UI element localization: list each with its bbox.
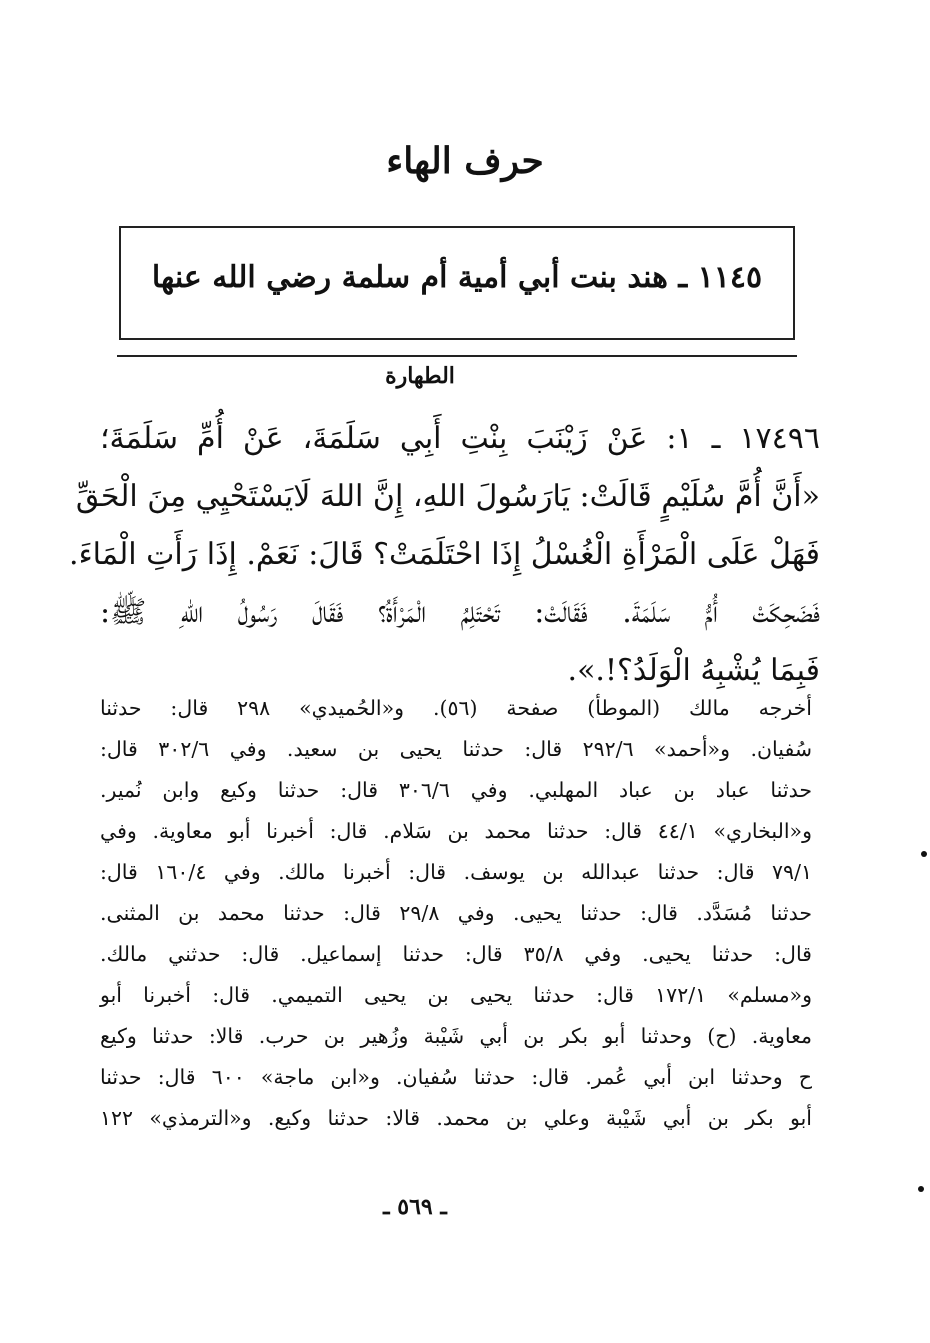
takhrij-line: معاوية. (ح) وحدثنا أبو بكر بن أبي شَيْبة وزُهير بن حرب. قالا: حدثنا وكيع bbox=[100, 1024, 812, 1048]
takhrij-line: أبو بكر بن أبي شَيْبة وعلي بن محمد. قالا: حدثنا وكيع. و«الترمذي» ١٢٢ bbox=[100, 1106, 812, 1130]
takhrij-line: حدثنا عباد بن عباد المهلبي. وفي ٣٠٦/٦ قال: حدثنا وكيع وابن نُمير. bbox=[100, 778, 812, 802]
page-number: ـ ٥٦٩ ـ bbox=[383, 1194, 447, 1220]
horizontal-rule bbox=[117, 355, 797, 357]
hadith-line: فَبِمَا يُشْبِهُ الْوَلَدُ؟!.». bbox=[567, 653, 820, 688]
takhrij-line: حدثنا مُسَدَّد. قال: حدثنا يحيى. وفي ٢٩/٨ قال: حدثنا محمد بن المثنى. bbox=[100, 901, 812, 925]
takhrij-line: و«مسلم» ١٧٢/١ قال: حدثنا يحيى بن يحيى التميمي. قال: أخبرنا أبو bbox=[100, 983, 813, 1007]
takhrij-line: ٧٩/١ قال: حدثنا عبدالله بن يوسف. قال: أخبرنا مالك. وفي ١٦٠/٤ قال: bbox=[100, 860, 812, 884]
takhrij-line: أخرجه مالك (الموطأ) صفحة (٥٦). و«الحُميدي» ٢٩٨ قال: حدثنا bbox=[100, 696, 812, 720]
section-heading: الطهارة bbox=[385, 363, 455, 389]
hadith-line: فَضَحِكَتْ أُمُّ سَلَمَةَ. فَقَالَتْ: تَحْتَلِمُ الْمَرْأَةُ؟ فَقَالَ رَسُولُ اللهِ ﷺ: bbox=[100, 595, 820, 630]
hadith-line: ١٧٤٩٦ ـ ١: عَنْ زَيْنَبَ بِنْتِ أَبِي سَلَمَةَ، عَنْ أُمِّ سَلَمَةَ؛ bbox=[100, 421, 820, 456]
takhrij-text bbox=[100, 688, 812, 1139]
scan-speck bbox=[921, 851, 927, 857]
takhrij-line: قال: حدثنا يحيى. وفي ٣٥/٨ قال: حدثنا إسماعيل. قال: حدثني مالك. bbox=[100, 942, 812, 966]
hadith-line: «أَنَّ أُمَّ سُلَيْمٍ قَالَتْ: يَارَسُولَ اللهِ، إِنَّ اللهَ لَايَسْتَحْيِي مِنَ الْحَقِّ bbox=[75, 479, 820, 514]
entry-title-box bbox=[119, 226, 795, 340]
takhrij-line: و«البخاري» ٤٤/١ قال: حدثنا محمد بن سَلام. قال: أخبرنا أبو معاوية. وفي bbox=[100, 819, 812, 843]
scan-speck bbox=[918, 1186, 924, 1192]
entry-title: ١١٤٥ ـ هند بنت أبي أمية أم سلمة رضي الله عنها bbox=[151, 260, 763, 295]
hadith-line: فَهَلْ عَلَى الْمَرْأَةِ الْغُسْلُ إِذَا احْتَلَمَتْ؟ قَالَ: نَعَمْ. إِذَا رَأَتِ الْمَاءَ. bbox=[69, 537, 820, 572]
takhrij-line: ح وحدثنا ابن أبي عُمر. قال: حدثنا سُفيان. و«ابن ماجة» ٦٠٠ قال: حدثنا bbox=[100, 1065, 812, 1089]
chapter-title: حرف الهاء bbox=[386, 140, 544, 182]
takhrij-line: سُفيان. و«أحمد» ٢٩٢/٦ قال: حدثنا يحيى بن سعيد. وفي ٣٠٢/٦ قال: bbox=[100, 737, 812, 761]
hadith-text bbox=[69, 410, 820, 700]
